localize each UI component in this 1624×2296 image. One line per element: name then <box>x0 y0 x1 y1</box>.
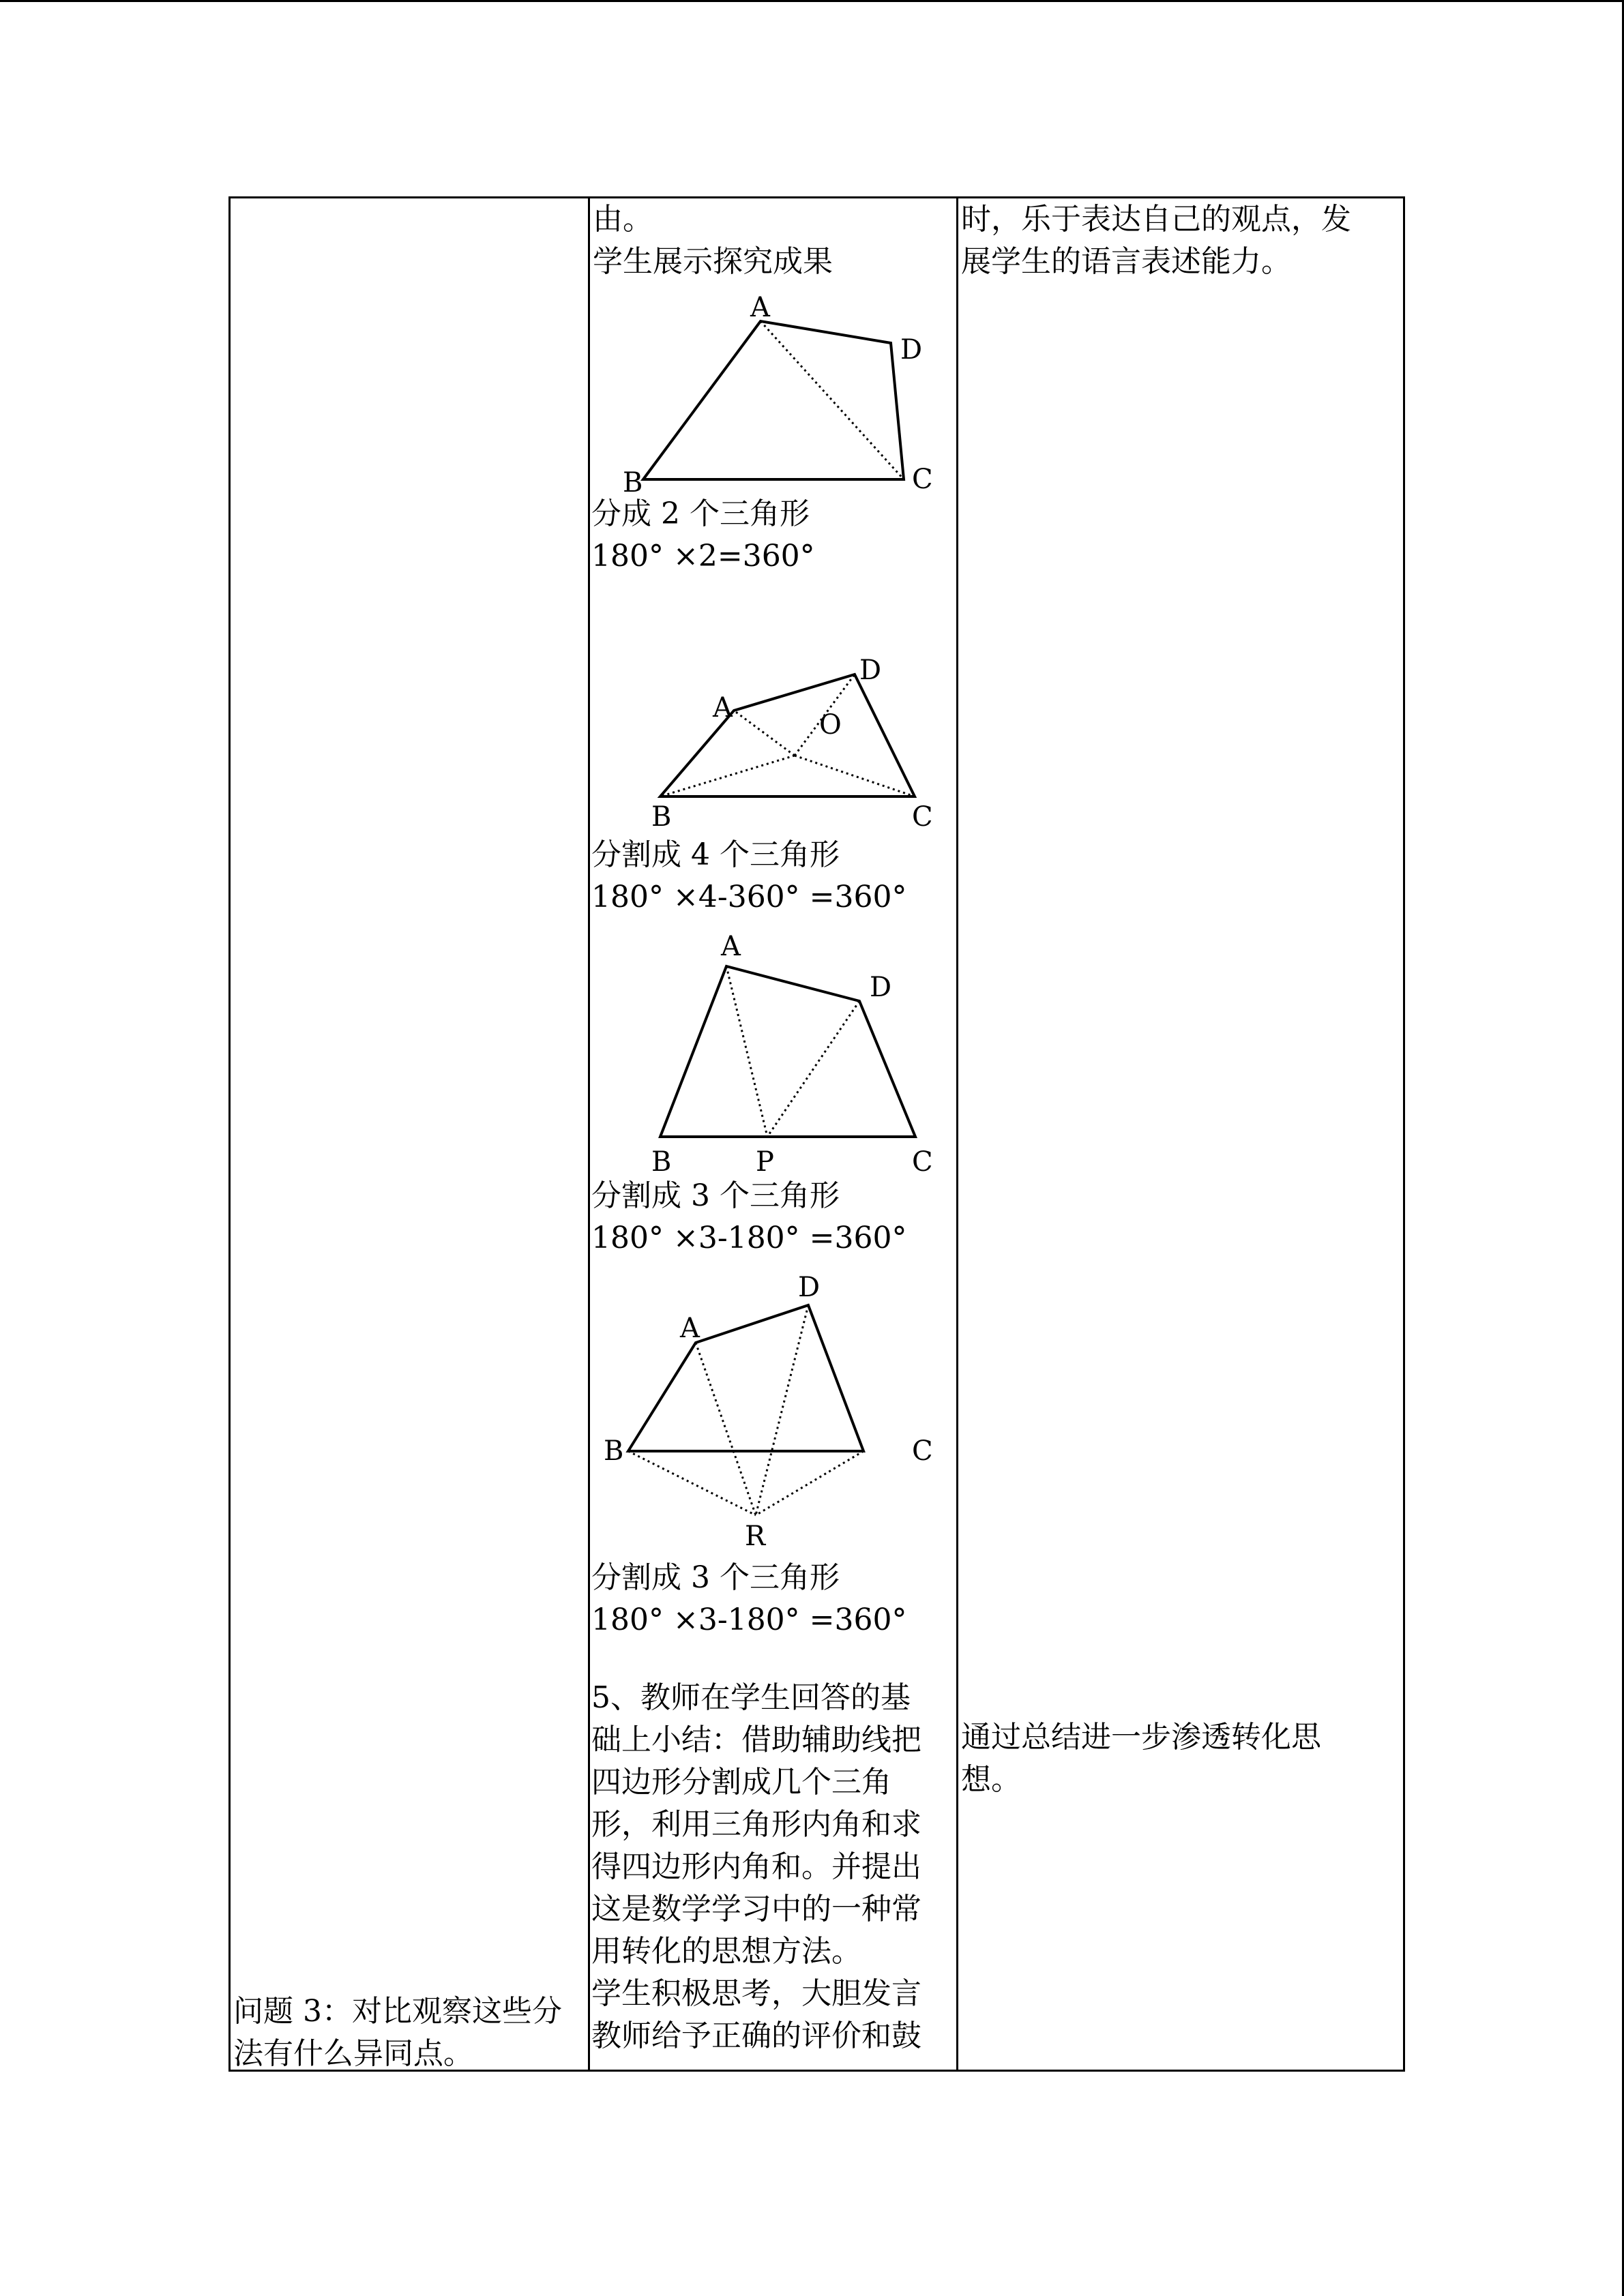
intent-line-1: 时，乐于表达自己的观点，发 <box>961 202 1351 237</box>
summary-line-6: 这是数学学习中的一种常 <box>591 1892 921 1926</box>
figure-4-label-c: C <box>912 1435 933 1467</box>
question-3-line-1: 问题 3：对比观察这些分 <box>233 1994 562 2029</box>
quadrilateral-figure-1 <box>590 287 956 492</box>
show-results-text: 学生展示探究成果 <box>593 244 833 279</box>
figure-3-label-d: D <box>870 972 892 1003</box>
figure-2-label-d: D <box>859 655 882 686</box>
summary-line-2: 础上小结：借助辅助线把 <box>591 1723 921 1757</box>
page-top-border <box>0 0 1624 2</box>
method-3-formula: 180° ×3-180° =360° <box>591 1221 907 1255</box>
figure-1-diagonal-ac <box>761 321 904 479</box>
summary-line-1: 5、教师在学生回答的基 <box>591 1680 911 1715</box>
method-4-caption: 分割成 3 个三角形 <box>591 1560 840 1595</box>
figure-4-label-r: R <box>745 1521 766 1552</box>
reason-continuation: 由。 <box>593 202 653 237</box>
figure-2-label-a: A <box>713 692 733 724</box>
figure-2-outline <box>660 674 915 796</box>
figure-2-label-o: O <box>819 709 842 741</box>
figure-4-label-d: D <box>798 1272 821 1303</box>
quadrilateral-figure-2 <box>590 628 956 833</box>
figure-3-label-p: P <box>756 1146 774 1177</box>
summary-line-7: 用转化的思想方法。 <box>591 1934 861 1969</box>
figure-3-label-c: C <box>912 1146 933 1177</box>
quadrilateral-figure-4 <box>590 1262 956 1555</box>
method-1-caption: 分成 2 个三角形 <box>591 496 810 531</box>
summary-intent-line-2: 想。 <box>961 1762 1021 1797</box>
method-2-formula: 180° ×4-360° =360° <box>591 880 907 914</box>
question-3-line-2: 法有什么异同点。 <box>233 2036 473 2071</box>
method-1-formula: 180° ×2=360° <box>591 539 815 573</box>
figure-2-label-b: B <box>651 801 672 833</box>
figure-1-label-a: A <box>750 292 770 323</box>
method-2-caption: 分割成 4 个三角形 <box>591 837 840 872</box>
question-column <box>231 198 588 2070</box>
intent-line-2: 展学生的语言表述能力。 <box>961 244 1291 279</box>
figure-3-label-b: B <box>651 1146 672 1177</box>
method-4-formula: 180° ×3-180° =360° <box>591 1602 907 1637</box>
summary-line-3: 四边形分割成几个三角 <box>591 1765 891 1800</box>
figure-4-label-b: B <box>604 1435 624 1467</box>
summary-line-8: 学生积极思考，大胆发言 <box>591 1976 921 2011</box>
summary-line-5: 得四边形内角和。并提出 <box>591 1849 921 1884</box>
summary-line-9: 教师给予正确的评价和鼓 <box>591 2018 921 2053</box>
figure-2-label-c: C <box>912 801 933 833</box>
method-3-caption: 分割成 3 个三角形 <box>591 1178 840 1213</box>
figure-3-label-a: A <box>721 931 741 962</box>
summary-line-4: 形，利用三角形内角和求 <box>591 1807 921 1842</box>
figure-1-outline <box>643 321 904 479</box>
design-intent-column <box>958 198 1405 2070</box>
figure-4-label-a: A <box>680 1313 700 1344</box>
activity-column <box>590 198 956 2070</box>
figure-1-label-c: C <box>912 464 933 492</box>
figure-4-outline <box>628 1305 863 1451</box>
lesson-plan-table <box>228 196 1405 2072</box>
figure-1-label-b: B <box>623 467 643 492</box>
figure-1-label-d: D <box>900 334 923 366</box>
summary-intent-line-1: 通过总结进一步渗透转化思 <box>961 1720 1321 1755</box>
quadrilateral-figure-3 <box>590 928 956 1177</box>
